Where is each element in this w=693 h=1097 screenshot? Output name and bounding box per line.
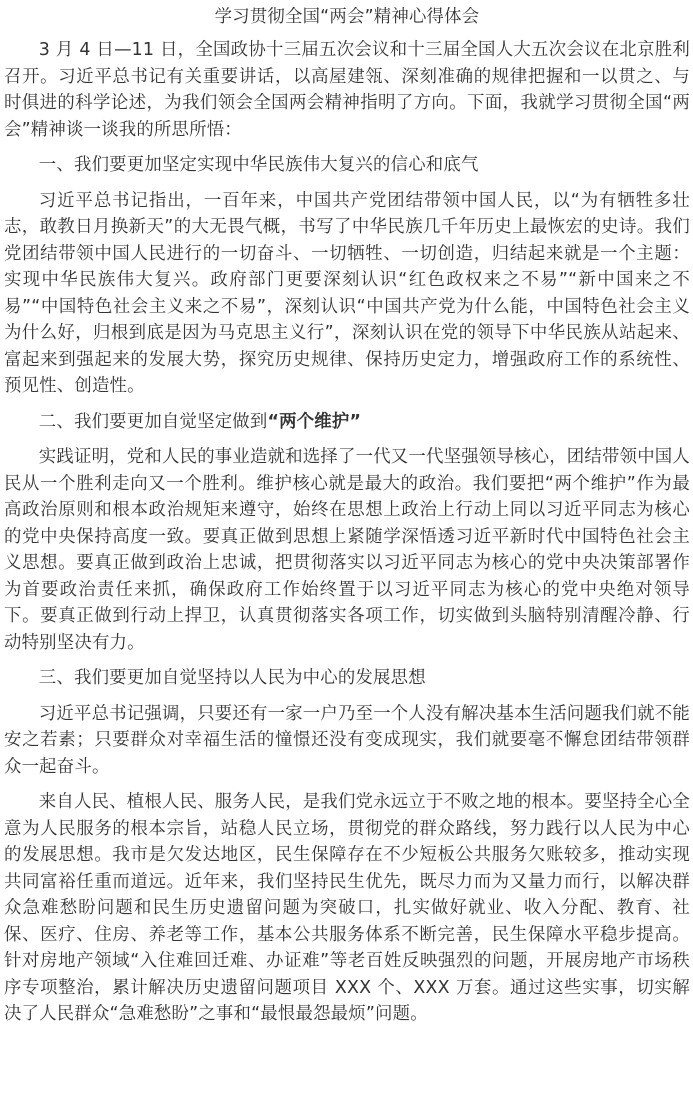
- section-2-heading-quote: “两个维护”: [267, 411, 362, 432]
- document-title: 学习贯彻全国“两会”精神心得体会: [214, 7, 480, 27]
- intro-paragraph: 3 月 4 日—11 日，全国政协十三届五次会议和十三届全国人大五次会议在北京胜利召开。习近平总书记有关重要讲话，以高屋建瓴、深刻准确的规律把握和一以贯之、与时俱进的科学论述，为我们领会全国两会精神指明了方向。下面，我就学习贯彻全国“两会”精神谈一谈我的所思所悟：: [4, 40, 690, 140]
- section-2-heading: [4, 409, 690, 436]
- section-1-paragraph: 习近平总书记指出，一百年来，中国共产党团结带领中国人民，以“为有牺牲多壮志，敢教日月换新天”的大无畏气概，书写了中华民族几千年历史上最恢宏的史诗。我们党团结带领中国人民进行的一切奋斗、一切牺牲、一切创造，归结起来就是一个主题：实现中华民族伟大复兴。政府部门更要深刻认识“红色政权来之不易”“新中国来之不易”“中国特色社会主义来之不易”，深刻认识“中国共产党为什么能，中国特色社会主义为什么好，归根到底是因为马克思主义行”，深刻认识在党的领导下中华民族从站起来、富起来到强起来的发展大势，探究历史规律、保持历史定力，增强政府工作的系统性、预见性、创造性。: [4, 190, 690, 396]
- section-3-paragraph-2: 来自人民、植根人民、服务人民，是我们党永远立于不败之地的根本。要坚持全心全意为人民服务的根本宗旨，站稳人民立场，贯彻党的群众路线，努力践行以人民为中心的发展思想。我市是欠发达地区，民生保障存在不少短板公共服务欠账较多，推动实现共同富裕任重而道远。近年来，我们坚持民生优先，既尽力而为又量力而行，以解决群众急难愁盼问题和民生历史遗留问题为突破口，扎实做好就业、收入分配、教育、社保、医疗、住房、养老等工作，基本公共服务体系不断完善，民生保障水平稳步提高。针对房地产领域“入住难回迁难、办证难”等老百姓反映强烈的问题，开展房地产市场秩序专项整治，累计解决历史遗留问题项目 XXX 个、XXX 万套。通过这些实事，切实解决了人民群众“急难愁盼”之事和“最恨最怨最烦”问题。: [4, 792, 690, 1024]
- section-1-heading: 一、我们要更加坚定实现中华民族伟大复兴的信心和底气: [38, 155, 479, 175]
- section-2-paragraph: 实践证明，党和人民的事业造就和选择了一代又一代坚强领导核心，团结带领中国人民从一个胜利走向又一个胜利。维护核心就是最大的政治。我们要把“两个维护”作为最高政治原则和根本政治规矩来遵守，始终在思想上政治上行动上同以习近平同志为核心的党中央保持高度一致。要真正做到思想上紧随学深悟透习近平新时代中国特色社会主义思想。要真正做到政治上忠诚，把贯彻落实以习近平同志为核心的党中央决策部署作为首要政治责任来抓，确保政府工作始终置于以习近平同志为核心的党中央绝对领导下。要真正做到行动上捍卫，认真贯彻落实各项工作，切实做到头脑特别清醒冷静、行动特别坚决有力。: [4, 447, 690, 653]
- section-2-heading-prefix: 二、我们要更加自觉坚定做到: [38, 411, 268, 432]
- section-3-heading: 三、我们要更加自觉坚持以人民为中心的发展思想: [38, 668, 426, 688]
- section-3-paragraph-1: 习近平总书记强调，只要还有一家一户乃至一个人没有解决基本生活问题我们就不能安之若素；只要群众对幸福生活的憧憬还没有变成现实，我们就要毫不懈怠团结带领群众一起奋斗。: [4, 703, 690, 777]
